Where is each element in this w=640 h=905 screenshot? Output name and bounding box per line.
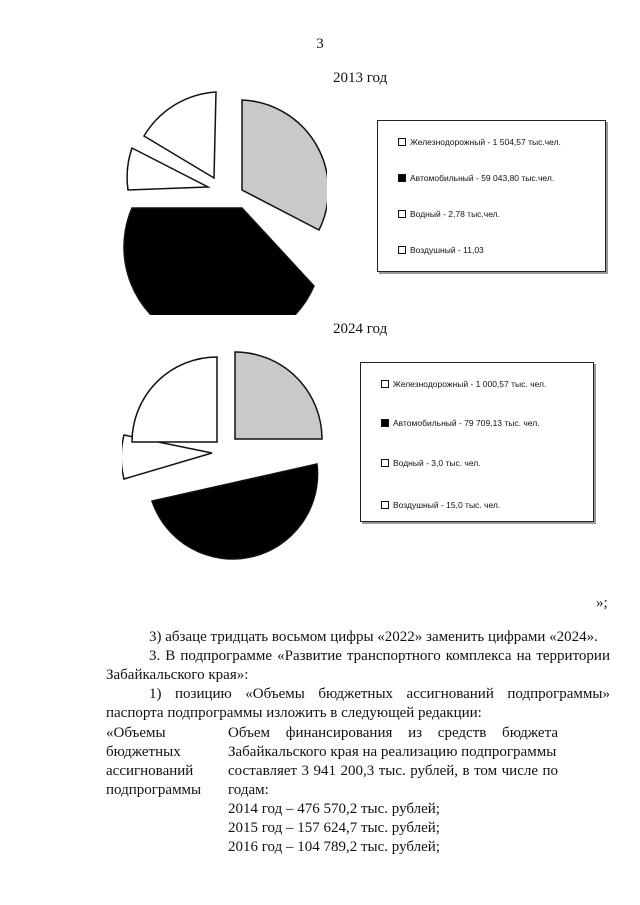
legend-2013	[377, 120, 606, 272]
table-right-line: Объем финансирования из средств бюджета	[228, 725, 558, 741]
legend-label: Железнодорожный - 1 504,57 тыс.чел.	[410, 137, 561, 147]
pie-chart-2024	[122, 342, 327, 578]
legend-swatch	[398, 246, 406, 254]
legend-item-air	[381, 500, 500, 510]
closing-quote: »;	[596, 595, 608, 611]
table-right-line: Забайкальского края на реализацию подпрограммы	[228, 744, 557, 760]
table-left-line: «Объемы	[106, 725, 166, 741]
chart-2024-title: 2024 год	[333, 321, 388, 337]
legend-item-water	[398, 209, 500, 219]
legend-item-air	[398, 245, 484, 255]
table-left-line: бюджетных	[106, 744, 181, 760]
paragraph-amendment-3: 3) абзаце тридцать восьмом цифры «2022» заменить цифрами «2024».	[149, 629, 598, 645]
legend-item-rail	[398, 137, 561, 147]
table-left-column	[106, 724, 221, 800]
legend-label: Автомобильный - 59 043,80 тыс.чел.	[410, 173, 555, 183]
legend-swatch	[398, 210, 406, 218]
legend-item-auto	[398, 173, 554, 183]
legend-2024	[360, 362, 594, 522]
table-left-line: ассигнований	[106, 763, 194, 779]
table-right-line: 2014 год – 476 570,2 тыс. рублей;	[228, 801, 440, 817]
pie-chart-2013	[122, 90, 327, 315]
chart-2013-title: 2013 год	[333, 70, 388, 86]
legend-swatch	[381, 459, 389, 467]
slice-auto-2024	[152, 464, 318, 559]
slice-rail-2013	[242, 100, 327, 230]
table-right-line: 2016 год – 104 789,2 тыс. рублей;	[228, 839, 440, 855]
legend-item-auto	[381, 418, 540, 428]
legend-swatch	[398, 138, 406, 146]
legend-swatch	[381, 380, 389, 388]
slice-air-2024	[132, 357, 217, 442]
legend-label: Водный - 3,0 тыс. чел.	[393, 458, 481, 468]
paragraph-item-1-line2: паспорта подпрограммы изложить в следующей редакции:	[106, 705, 482, 721]
paragraph-section-3-line2: Забайкальского края»:	[106, 667, 249, 683]
legend-label: Воздушный - 15,0 тыс. чел.	[393, 500, 501, 510]
slice-rail-2024	[235, 352, 322, 439]
legend-label: Воздушный - 11,03	[410, 245, 484, 255]
legend-label: Автомобильный - 79 709,13 тыс. чел.	[393, 418, 540, 428]
legend-swatch	[398, 174, 406, 182]
legend-swatch	[381, 501, 389, 509]
legend-label: Железнодорожный - 1 000,57 тыс. чел.	[393, 379, 547, 389]
pie-chart-2013-svg	[122, 90, 327, 315]
legend-item-rail	[381, 379, 546, 389]
table-right-line: годам:	[228, 782, 269, 798]
slice-auto-2013	[124, 208, 314, 315]
table-left-line: подпрограммы	[106, 782, 202, 798]
pie-chart-2024-svg	[122, 342, 327, 578]
table-right-line: составляет 3 941 200,3 тыс. рублей, в том числе по	[228, 763, 558, 779]
paragraph-item-1-line1: 1) позицию «Объемы бюджетных ассигнований подпрограммы»	[149, 686, 610, 702]
legend-label: Водный - 2,78 тыс.чел.	[410, 209, 500, 219]
page-number: 3	[316, 36, 324, 52]
paragraph-section-3-line1: 3. В подпрограмме «Развитие транспортного комплекса на территории	[149, 648, 610, 664]
legend-item-water	[381, 458, 481, 468]
table-right-column	[228, 724, 558, 857]
legend-swatch	[381, 419, 389, 427]
table-right-line: 2015 год – 157 624,7 тыс. рублей;	[228, 820, 440, 836]
